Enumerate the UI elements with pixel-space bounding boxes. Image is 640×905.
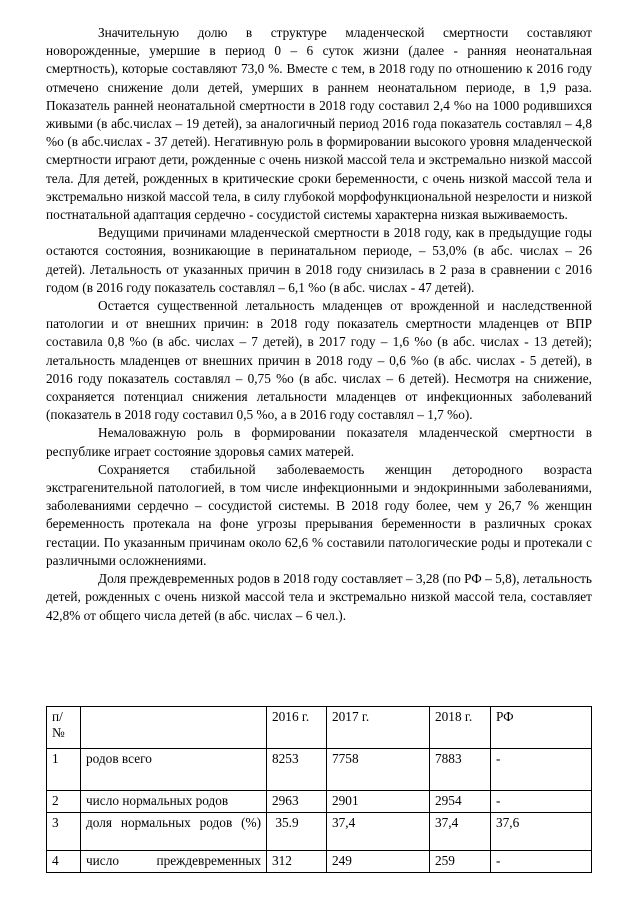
row-number: 3: [47, 813, 81, 851]
paragraph-neonatal-mortality: Значительную долю в структуре младенческой смертности составляют новорожденные, умершие в период 0 – 6 суток жизни (далее - ранняя неонатальная смертность), которые составляют 73,0 %. Вместе с тем, в 2018 году по отношению к 2016 году отмечено снижение доли детей, умерших в раннем неонатальном периоде, в 1,9 раза. Показатель ранней неонатальной смертности в 2018 году составил 2,4 %о на 1000 родившихся живыми (в абс.числах – 19 детей), за аналогичный период 2016 года показатель составлял – 4,8 %о (в абс.числах - 37 детей). Негативную роль в формировании высокого уровня младенческой смертности играют дети, рожденные с очень низкой массой тела и экстремально низкой массой тела. Для детей, рожденных в критические сроки беременности, с очень низкой массой тела и экстремально низкой массой тела, в силу глубокой морфофункциональной незрелости и низкой постнатальной адаптация сердечно - сосудистой системы характерна низкая выживаемость.: [46, 25, 592, 223]
row-label: родов всего: [81, 749, 267, 791]
cell-2018: 2954: [430, 791, 491, 813]
table-row: [47, 851, 592, 873]
body-text: [46, 24, 592, 625]
paragraph-premature-births: Доля преждевременных родов в 2018 году составляет – 3,28 (по РФ – 5,8), летальность детей, рожденных с очень низкой массой тела и экстремально низкой массой тела, составляет 42,8% от общего числа детей (в абс. числах – 6 чел.).: [46, 571, 592, 623]
table-row: [47, 813, 592, 851]
births-table: [46, 706, 592, 873]
paragraph-leading-causes: Ведущими причинами младенческой смертности в 2018 году, как в предыдущие годы остаются состояния, возникающие в перинатальном периоде, – 53,0% (в абс. числах – 26 детей). Летальность от указанных причин в 2018 году снизилась в 2 раза в сравнении с 2016 годом (в 2016 году показатель составлял – 6,1 %о (в абс. числах - 47 детей).: [46, 225, 592, 295]
row-number: 2: [47, 791, 81, 813]
row-number: 1: [47, 749, 81, 791]
cell-2018: 7883: [430, 749, 491, 791]
cell-2017: 2901: [327, 791, 430, 813]
header-cell-2016: 2016 г.: [267, 707, 327, 749]
table-header-row: [47, 707, 592, 749]
cell-2017: 249: [327, 851, 430, 873]
cell-rf: -: [491, 749, 592, 791]
row-label: число преждевременных: [81, 851, 267, 873]
row-number: 4: [47, 851, 81, 873]
header-cell-rf: РФ: [491, 707, 592, 749]
row-label: доля нормальных родов (%): [81, 813, 267, 851]
cell-2016: 2963: [267, 791, 327, 813]
table-row: [47, 791, 592, 813]
cell-2016: 35.9: [267, 813, 327, 851]
table-row: [47, 749, 592, 791]
cell-rf: 37,6: [491, 813, 592, 851]
cell-rf: -: [491, 791, 592, 813]
cell-2016: 312: [267, 851, 327, 873]
cell-2017: 37,4: [327, 813, 430, 851]
header-cell-label: [81, 707, 267, 749]
paragraph-morbidity: Сохраняется стабильной заболеваемость женщин детородного возраста экстрагенительной патологией, в том числе инфекционными и эндокринными заболеваниями, заболеваниями сердечно – сосудистой системы. В 2018 году более, чем у 26,7 % женщин беременность протекала на фоне угрозы прерывания беременности в различных сроках гестации. По указанным причинам около 62,6 % составили патологические роды и протекали с различными осложнениями.: [46, 461, 592, 568]
cell-rf: -: [491, 851, 592, 873]
cell-2018: 259: [430, 851, 491, 873]
cell-2018: 37,4: [430, 813, 491, 851]
paragraph-maternal-health: Немаловажную роль в формировании показателя младенческой смертности в республике играет состояние здоровья самих матерей.: [46, 425, 592, 459]
cell-2016: 8253: [267, 749, 327, 791]
header-cell-number: п/ №: [47, 707, 81, 749]
header-cell-2018: 2018 г.: [430, 707, 491, 749]
row-label: число нормальных родов: [81, 791, 267, 813]
header-cell-2017: 2017 г.: [327, 707, 430, 749]
cell-2017: 7758: [327, 749, 430, 791]
paragraph-congenital-pathology: Остается существенной летальность младенцев от врожденной и наследственной патологии и от внешних причин: в 2018 году показатель смертности младенцев от ВПР составила 0,8 %о (в абс. числах – 7 детей), в 2017 году – 1,6 %о (в абс. числах - 13 детей); летальность младенцев от внешних причин в 2018 году – 0,6 %о (в абс. числах - 5 детей), в 2016 году показатель составлял – 0,75 %о (в абс. числах – 6 детей). Несмотря на снижение, сохраняется потенциал снижения летальности младенцев от инфекционных заболеваний (показатель в 2018 году составил 0,5 %о, а в 2016 году составлял – 1,7 %о).: [46, 298, 592, 423]
